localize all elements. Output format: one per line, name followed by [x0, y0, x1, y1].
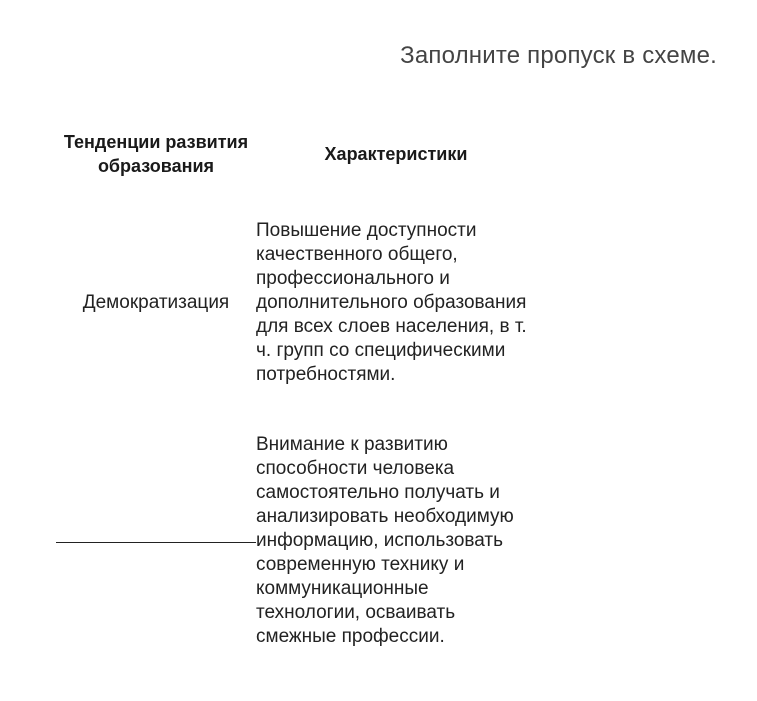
trend-cell: [56, 218, 256, 388]
scheme-table: [56, 126, 536, 650]
characteristic-cell: [256, 218, 536, 388]
header-characteristics: Характеристики: [324, 144, 468, 164]
table-row: [56, 432, 536, 650]
table-spacer: [56, 182, 536, 218]
answer-blank-line[interactable]: [56, 542, 256, 543]
characteristic-text: Внимание к развитию способности человека самостоятельно получать и анализировать необходимую информацию, использовать современную технику и коммуникационные технологии, осваивать смежные профессии.: [256, 434, 514, 647]
trend-label: Демократизация: [82, 292, 230, 313]
characteristic-cell: [256, 432, 536, 650]
task-title: Заполните пропуск в схеме.: [400, 42, 717, 69]
table-spacer: [56, 388, 536, 432]
characteristic-text: Повышение доступности качественного общего, профессионального и дополнительного образования для всех слоев населения, в т. ч. групп со специфическими потребностями.: [256, 220, 527, 385]
trend-cell-blank: [56, 432, 256, 650]
header-trend: Тенденции развития образования: [63, 132, 249, 176]
header-row: [56, 126, 536, 182]
table-row: [56, 218, 536, 388]
